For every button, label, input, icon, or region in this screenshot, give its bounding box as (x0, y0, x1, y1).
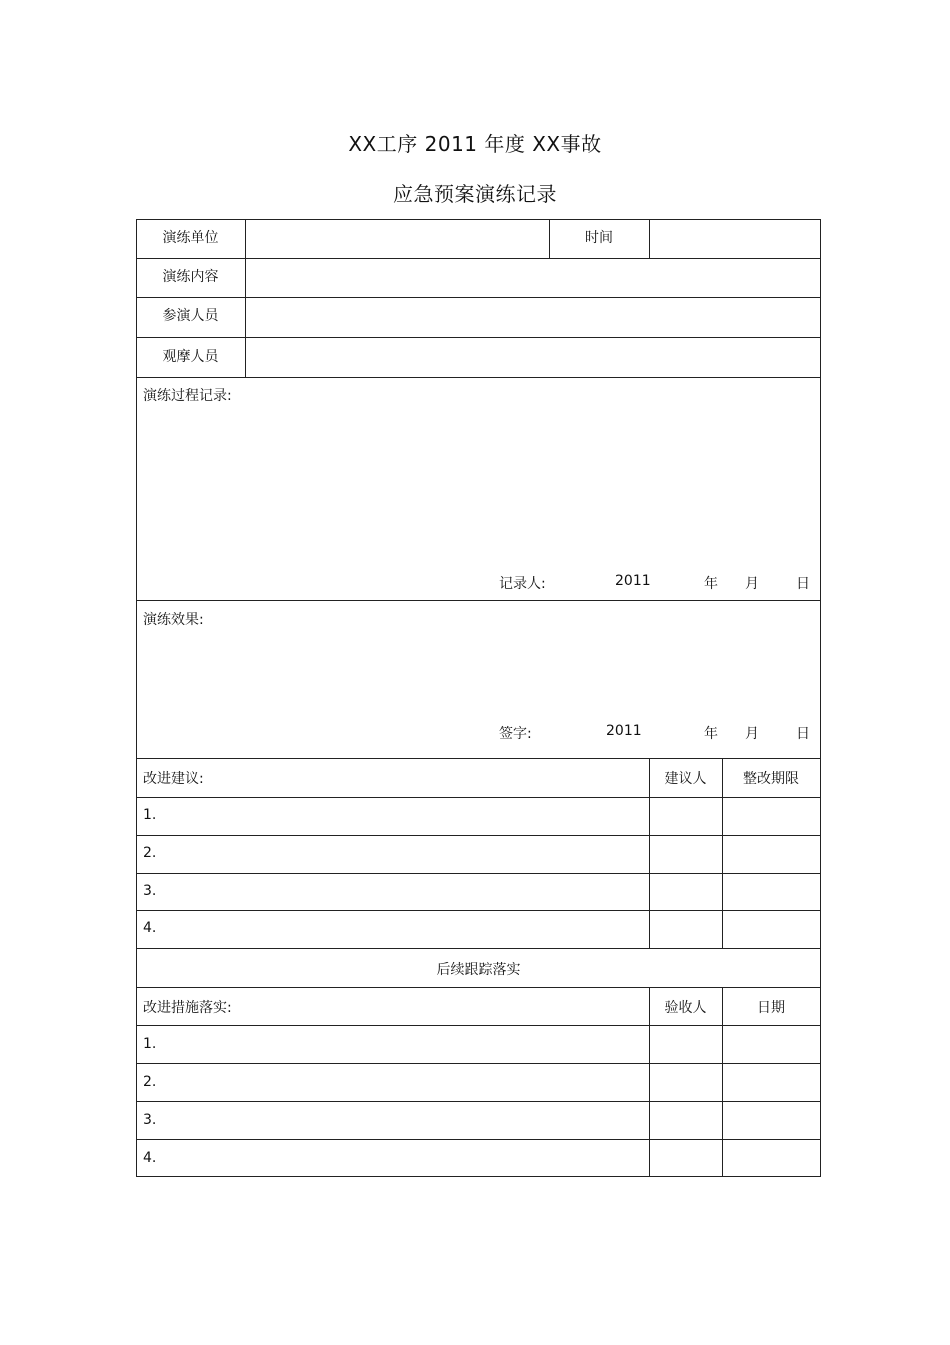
border-right (820, 219, 821, 1177)
time-field[interactable] (650, 220, 820, 258)
row-divider (136, 1101, 821, 1102)
measure-row-number: 1. (143, 1036, 157, 1052)
row-divider (136, 1139, 821, 1140)
process-year-unit: 年 (704, 576, 718, 592)
effect-year-unit: 年 (704, 726, 718, 742)
process-record-label: 演练过程记录: (143, 388, 232, 404)
row-divider (136, 910, 821, 911)
suggestions-label: 改进建议: (143, 771, 204, 787)
drill-unit-field[interactable] (246, 220, 549, 258)
process-day-unit: 日 (796, 576, 810, 592)
suggestion-row-number: 4. (143, 920, 157, 936)
participants-field[interactable] (246, 298, 820, 337)
row-divider (136, 987, 821, 988)
observers-label: 观摩人员 (162, 349, 219, 365)
row-divider (136, 1025, 821, 1026)
row-divider (136, 377, 821, 378)
participants-label: 参演人员 (162, 308, 219, 324)
row-divider (136, 948, 821, 949)
process-year: 2011 (615, 573, 651, 589)
row-divider (136, 1063, 821, 1064)
drill-effect-label: 演练效果: (143, 612, 204, 628)
effect-day-unit: 日 (796, 726, 810, 742)
suggestion-row-number: 2. (143, 845, 157, 861)
process-month-unit: 月 (745, 576, 759, 592)
suggestion-row-number: 1. (143, 807, 157, 823)
effect-month-unit: 月 (745, 726, 759, 742)
suggester-header: 建议人 (664, 771, 707, 787)
row-divider (136, 873, 821, 874)
row-divider (136, 600, 821, 601)
process-record-area[interactable] (137, 409, 820, 559)
recorder-label: 记录人: (499, 576, 546, 592)
observers-field[interactable] (246, 338, 820, 377)
row-divider (136, 797, 821, 798)
measure-row-number: 4. (143, 1150, 157, 1166)
deadline-header: 整改期限 (743, 771, 799, 787)
drill-effect-area[interactable] (137, 633, 820, 713)
document-subtitle: 应急预案演练记录 (393, 182, 557, 206)
drill-unit-label: 演练单位 (162, 230, 219, 246)
date-header: 日期 (757, 1000, 785, 1016)
acceptor-header: 验收人 (664, 1000, 707, 1016)
drill-content-field[interactable] (246, 259, 820, 297)
border-bottom (136, 1176, 821, 1177)
measure-row-number: 3. (143, 1112, 157, 1128)
drill-content-label: 演练内容 (162, 269, 219, 285)
drill-record-form (136, 219, 821, 1177)
row-divider (136, 835, 821, 836)
suggestion-row-number: 3. (143, 883, 157, 899)
sign-label: 签字: (499, 726, 532, 742)
row-divider (136, 758, 821, 759)
measures-label: 改进措施落实: (143, 1000, 232, 1016)
document-title: XX工序 2011 年度 XX事故 (348, 132, 602, 156)
followup-heading: 后续跟踪落实 (436, 962, 521, 978)
effect-year: 2011 (606, 723, 642, 739)
time-label: 时间 (585, 230, 613, 246)
measure-row-number: 2. (143, 1074, 157, 1090)
